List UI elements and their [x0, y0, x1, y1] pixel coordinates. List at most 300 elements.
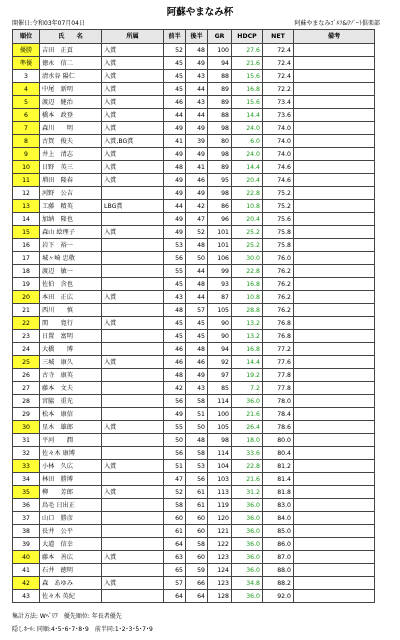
cell-prize: 入賞: [102, 83, 164, 96]
cell-prize: 入賞: [102, 226, 164, 239]
table-row: [13, 460, 375, 473]
table-row: [13, 109, 375, 122]
cell-rank: 17: [13, 252, 40, 265]
cell-gross: 106: [208, 252, 232, 265]
cell-in-score: 57: [186, 304, 208, 317]
cell-name: 佐々木 康博: [40, 447, 102, 460]
cell-rank: 30: [13, 421, 40, 434]
cell-note: [294, 317, 375, 330]
cell-hdcp: 16.8: [232, 343, 263, 356]
cell-prize: 入賞: [102, 317, 164, 330]
cell-net: 84.0: [263, 512, 294, 525]
cell-out-score: 52: [164, 486, 186, 499]
cell-in-score: 60: [186, 525, 208, 538]
cell-hdcp: 7.2: [232, 382, 263, 395]
cell-net: 85.0: [263, 525, 294, 538]
cell-out-score: 51: [164, 460, 186, 473]
cell-name: 林田 勝博: [40, 473, 102, 486]
cell-name: 森川 明: [40, 122, 102, 135]
cell-gross: 103: [208, 473, 232, 486]
cell-rank: 14: [13, 213, 40, 226]
cell-net: 74.0: [263, 148, 294, 161]
cell-in-score: 49: [186, 148, 208, 161]
cell-gross: 104: [208, 460, 232, 473]
cell-gross: 120: [208, 512, 232, 525]
cell-out-score: 52: [164, 44, 186, 57]
cell-note: [294, 161, 375, 174]
cell-prize: 入賞: [102, 551, 164, 564]
cell-name: 岩下 裕一: [40, 239, 102, 252]
cell-note: [294, 109, 375, 122]
cell-net: 80.4: [263, 447, 294, 460]
cell-note: [294, 96, 375, 109]
cell-note: [294, 57, 375, 70]
cell-out-score: 49: [164, 187, 186, 200]
cell-name: 藤本 文夫: [40, 382, 102, 395]
cell-out-score: 49: [164, 226, 186, 239]
cell-gross: 96: [208, 213, 232, 226]
cell-in-score: 45: [186, 330, 208, 343]
cell-hdcp: 14.4: [232, 109, 263, 122]
cell-in-score: 43: [186, 70, 208, 83]
cell-gross: 123: [208, 551, 232, 564]
cell-hdcp: 20.4: [232, 174, 263, 187]
table-row: [13, 486, 375, 499]
cell-gross: 99: [208, 265, 232, 278]
cell-out-score: 46: [164, 356, 186, 369]
cell-gross: 124: [208, 564, 232, 577]
cell-note: [294, 486, 375, 499]
cell-note: [294, 538, 375, 551]
cell-net: 72.4: [263, 44, 294, 57]
cell-name: 山口 勝彦: [40, 512, 102, 525]
cell-name: 河野 公吉: [40, 187, 102, 200]
cell-note: [294, 499, 375, 512]
cell-name: 三城 康久: [40, 356, 102, 369]
cell-hdcp: 26.4: [232, 421, 263, 434]
cell-out-score: 55: [164, 421, 186, 434]
cell-in-score: 49: [186, 122, 208, 135]
cell-name: 古寺 康英: [40, 369, 102, 382]
cell-out-score: 41: [164, 135, 186, 148]
cell-name: 橋本 政登: [40, 109, 102, 122]
cell-hdcp: 25.2: [232, 226, 263, 239]
header-out: 前半: [164, 30, 186, 44]
cell-prize: [102, 434, 164, 447]
header-net: NET: [263, 30, 294, 44]
cell-in-score: 39: [186, 135, 208, 148]
cell-out-score: 55: [164, 265, 186, 278]
table-row: [13, 369, 375, 382]
table-row: [13, 551, 375, 564]
cell-rank: 26: [13, 369, 40, 382]
cell-rank: 準優: [13, 57, 40, 70]
cell-net: 76.0: [263, 252, 294, 265]
cell-gross: 113: [208, 486, 232, 499]
cell-name: 本田 正広: [40, 291, 102, 304]
header-gross: GR: [208, 30, 232, 44]
cell-note: [294, 551, 375, 564]
cell-net: 76.2: [263, 291, 294, 304]
cell-hdcp: 36.0: [232, 525, 263, 538]
cell-rank: 優勝: [13, 44, 40, 57]
cell-rank: 36: [13, 499, 40, 512]
cell-rank: 16: [13, 239, 40, 252]
cell-rank: 5: [13, 96, 40, 109]
cell-prize: [102, 330, 164, 343]
cell-name: 中尾 新明: [40, 83, 102, 96]
cell-hdcp: 24.0: [232, 148, 263, 161]
cell-hdcp: 22.8: [232, 187, 263, 200]
cell-gross: 87: [208, 291, 232, 304]
cell-name: 松本 康信: [40, 408, 102, 421]
cell-in-score: 49: [186, 57, 208, 70]
cell-out-score: 44: [164, 109, 186, 122]
cell-net: 81.8: [263, 486, 294, 499]
cell-hdcp: 10.8: [232, 291, 263, 304]
cell-net: 72.4: [263, 57, 294, 70]
cell-rank: 20: [13, 291, 40, 304]
cell-rank: 23: [13, 330, 40, 343]
cell-out-score: 45: [164, 278, 186, 291]
cell-net: 75.2: [263, 200, 294, 213]
cell-out-score: 49: [164, 408, 186, 421]
cell-prize: 入賞: [102, 148, 164, 161]
cell-hdcp: 36.0: [232, 564, 263, 577]
cell-in-score: 42: [186, 200, 208, 213]
table-row: [13, 122, 375, 135]
cell-note: [294, 473, 375, 486]
cell-gross: 85: [208, 382, 232, 395]
cell-note: [294, 590, 375, 603]
table-row: [13, 330, 375, 343]
cell-hdcp: 36.0: [232, 538, 263, 551]
cell-prize: [102, 304, 164, 317]
header-row: [13, 30, 375, 44]
cell-out-score: 56: [164, 447, 186, 460]
cell-hdcp: 22.8: [232, 265, 263, 278]
cell-in-score: 66: [186, 577, 208, 590]
cell-prize: 入賞: [102, 109, 164, 122]
cell-name: 加納 隆也: [40, 213, 102, 226]
cell-rank: 33: [13, 460, 40, 473]
cell-hdcp: 22.8: [232, 460, 263, 473]
cell-net: 75.8: [263, 226, 294, 239]
cell-in-score: 44: [186, 109, 208, 122]
cell-rank: 40: [13, 551, 40, 564]
cell-out-score: 45: [164, 330, 186, 343]
cell-net: 92.0: [263, 590, 294, 603]
cell-prize: [102, 343, 164, 356]
cell-hdcp: 33.6: [232, 447, 263, 460]
cell-hdcp: 21.6: [232, 408, 263, 421]
cell-in-score: 44: [186, 291, 208, 304]
cell-gross: 122: [208, 538, 232, 551]
cell-note: [294, 421, 375, 434]
table-row: [13, 577, 375, 590]
cell-prize: [102, 512, 164, 525]
cell-gross: 114: [208, 447, 232, 460]
table-row: [13, 148, 375, 161]
cell-rank: 27: [13, 382, 40, 395]
cell-note: [294, 330, 375, 343]
cell-out-score: 56: [164, 252, 186, 265]
cell-prize: 入賞: [102, 174, 164, 187]
cell-prize: [102, 590, 164, 603]
cell-prize: [102, 525, 164, 538]
cell-gross: 98: [208, 187, 232, 200]
cell-prize: [102, 538, 164, 551]
cell-out-score: 49: [164, 174, 186, 187]
table-row: [13, 590, 375, 603]
cell-name: 城ヶ崎 忠敬: [40, 252, 102, 265]
cell-net: 73.6: [263, 109, 294, 122]
cell-prize: 入賞: [102, 161, 164, 174]
cell-in-score: 60: [186, 512, 208, 525]
table-row: [13, 343, 375, 356]
cell-net: 75.8: [263, 239, 294, 252]
cell-in-score: 47: [186, 213, 208, 226]
cell-hdcp: 6.0: [232, 135, 263, 148]
table-row: [13, 512, 375, 525]
cell-note: [294, 70, 375, 83]
cell-prize: 入賞,BG賞: [102, 135, 164, 148]
table-row: [13, 291, 375, 304]
cell-prize: [102, 382, 164, 395]
footer-hidden-holes: 隠しﾎｰﾙ: 同順:4･5･6･7･8･9 前半同:1･2･3･5･7･9: [12, 626, 153, 633]
cell-note: [294, 200, 375, 213]
cell-name: 星木 雄郎: [40, 421, 102, 434]
cell-name: 森 あゆみ: [40, 577, 102, 590]
cell-net: 88.0: [263, 564, 294, 577]
page-title: 阿蘇やまなみ杯: [166, 7, 234, 18]
cell-net: 72.2: [263, 83, 294, 96]
cell-note: [294, 304, 375, 317]
table-row: [13, 70, 375, 83]
cell-hdcp: 36.0: [232, 512, 263, 525]
cell-gross: 100: [208, 408, 232, 421]
table-row: [13, 538, 375, 551]
header-rank: 順位: [13, 30, 40, 44]
cell-name: 日野 英三: [40, 161, 102, 174]
cell-note: [294, 252, 375, 265]
cell-gross: 92: [208, 356, 232, 369]
cell-gross: 93: [208, 278, 232, 291]
header-note: 備考: [294, 30, 375, 44]
cell-in-score: 61: [186, 499, 208, 512]
cell-out-score: 45: [164, 57, 186, 70]
cell-note: [294, 291, 375, 304]
cell-prize: 入賞: [102, 421, 164, 434]
cell-prize: 入賞: [102, 70, 164, 83]
cell-prize: [102, 395, 164, 408]
cell-net: 72.4: [263, 70, 294, 83]
cell-name: 井上 清志: [40, 148, 102, 161]
cell-gross: 105: [208, 304, 232, 317]
cell-in-score: 48: [186, 239, 208, 252]
cell-gross: 95: [208, 174, 232, 187]
cell-note: [294, 447, 375, 460]
cell-prize: [102, 187, 164, 200]
cell-note: [294, 148, 375, 161]
cell-name: 森山 絵理子: [40, 226, 102, 239]
cell-rank: 15: [13, 226, 40, 239]
cell-rank: 7: [13, 122, 40, 135]
cell-note: [294, 434, 375, 447]
cell-note: [294, 577, 375, 590]
cell-gross: 97: [208, 369, 232, 382]
cell-note: [294, 135, 375, 148]
cell-net: 83.0: [263, 499, 294, 512]
cell-hdcp: 18.0: [232, 434, 263, 447]
cell-gross: 114: [208, 395, 232, 408]
cell-note: [294, 395, 375, 408]
cell-note: [294, 460, 375, 473]
cell-out-score: 43: [164, 291, 186, 304]
table-row: [13, 317, 375, 330]
cell-name: 徳永 信二: [40, 57, 102, 70]
table-row: [13, 161, 375, 174]
cell-gross: 80: [208, 135, 232, 148]
cell-net: 73.4: [263, 96, 294, 109]
cell-net: 77.2: [263, 343, 294, 356]
cell-out-score: 45: [164, 70, 186, 83]
cell-hdcp: 36.0: [232, 551, 263, 564]
cell-hdcp: 24.0: [232, 122, 263, 135]
results-body: [13, 44, 375, 603]
cell-net: 76.2: [263, 278, 294, 291]
cell-out-score: 53: [164, 239, 186, 252]
cell-net: 81.2: [263, 460, 294, 473]
cell-name: 渡辺 健治: [40, 96, 102, 109]
cell-gross: 89: [208, 83, 232, 96]
table-row: [13, 265, 375, 278]
cell-rank: 25: [13, 356, 40, 369]
cell-rank: 4: [13, 83, 40, 96]
cell-hdcp: 34.8: [232, 577, 263, 590]
cell-net: 76.8: [263, 317, 294, 330]
cell-name: 平河 潤: [40, 434, 102, 447]
cell-out-score: 50: [164, 434, 186, 447]
cell-prize: LBG賞: [102, 200, 164, 213]
cell-out-score: 58: [164, 499, 186, 512]
cell-in-score: 41: [186, 161, 208, 174]
cell-gross: 94: [208, 343, 232, 356]
cell-hdcp: 30.0: [232, 252, 263, 265]
cell-name: 佐々木 英紀: [40, 590, 102, 603]
cell-prize: 入賞: [102, 486, 164, 499]
cell-prize: 入賞: [102, 122, 164, 135]
cell-prize: [102, 369, 164, 382]
cell-name: 吉田 正貢: [40, 44, 102, 57]
cell-net: 81.4: [263, 473, 294, 486]
table-row: [13, 174, 375, 187]
cell-in-score: 64: [186, 590, 208, 603]
cell-hdcp: 16.8: [232, 278, 263, 291]
table-row: [13, 252, 375, 265]
cell-note: [294, 83, 375, 96]
cell-net: 88.2: [263, 577, 294, 590]
cell-out-score: 49: [164, 213, 186, 226]
cell-name: 古賀 俊夫: [40, 135, 102, 148]
cell-note: [294, 213, 375, 226]
cell-out-score: 49: [164, 122, 186, 135]
cell-in-score: 48: [186, 44, 208, 57]
cell-hdcp: 13.2: [232, 317, 263, 330]
cell-in-score: 50: [186, 421, 208, 434]
table-row: [13, 226, 375, 239]
cell-gross: 100: [208, 44, 232, 57]
cell-out-score: 56: [164, 395, 186, 408]
table-row: [13, 473, 375, 486]
table-row: [13, 135, 375, 148]
table-row: [13, 44, 375, 57]
cell-hdcp: 21.6: [232, 473, 263, 486]
cell-gross: 86: [208, 200, 232, 213]
cell-gross: 105: [208, 421, 232, 434]
cell-note: [294, 174, 375, 187]
cell-net: 77.8: [263, 382, 294, 395]
cell-rank: 12: [13, 187, 40, 200]
cell-hdcp: 16.8: [232, 83, 263, 96]
cell-name: 工藤 精英: [40, 200, 102, 213]
cell-net: 78.4: [263, 408, 294, 421]
cell-rank: 6: [13, 109, 40, 122]
cell-rank: 41: [13, 564, 40, 577]
cell-out-score: 57: [164, 577, 186, 590]
cell-name: 増田 隆春: [40, 174, 102, 187]
cell-name: 渡辺 敏一: [40, 265, 102, 278]
cell-prize: 入賞: [102, 291, 164, 304]
cell-in-score: 53: [186, 460, 208, 473]
cell-out-score: 47: [164, 473, 186, 486]
cell-in-score: 44: [186, 265, 208, 278]
venue-name: 阿蘇やまなみｺﾞﾙﾌ&ﾘｿﾞｰﾄ倶楽部: [294, 20, 380, 27]
cell-net: 74.6: [263, 174, 294, 187]
cell-net: 86.0: [263, 538, 294, 551]
cell-gross: 98: [208, 122, 232, 135]
table-row: [13, 525, 375, 538]
cell-in-score: 49: [186, 187, 208, 200]
cell-in-score: 49: [186, 369, 208, 382]
cell-prize: [102, 239, 164, 252]
cell-in-score: 43: [186, 382, 208, 395]
cell-hdcp: 10.8: [232, 200, 263, 213]
cell-rank: 35: [13, 486, 40, 499]
cell-prize: [102, 408, 164, 421]
cell-hdcp: 36.0: [232, 395, 263, 408]
cell-note: [294, 226, 375, 239]
table-row: [13, 499, 375, 512]
cell-name: 大橋 博: [40, 343, 102, 356]
cell-rank: 28: [13, 395, 40, 408]
cell-name: 清水谷 陽仁: [40, 70, 102, 83]
table-row: [13, 408, 375, 421]
cell-prize: [102, 564, 164, 577]
cell-rank: 11: [13, 174, 40, 187]
cell-note: [294, 239, 375, 252]
cell-gross: 121: [208, 525, 232, 538]
cell-rank: 32: [13, 447, 40, 460]
table-row: [13, 564, 375, 577]
cell-prize: 入賞: [102, 96, 164, 109]
cell-rank: 18: [13, 265, 40, 278]
cell-rank: 3: [13, 70, 40, 83]
cell-out-score: 63: [164, 551, 186, 564]
cell-prize: [102, 265, 164, 278]
table-row: [13, 304, 375, 317]
cell-gross: 98: [208, 434, 232, 447]
